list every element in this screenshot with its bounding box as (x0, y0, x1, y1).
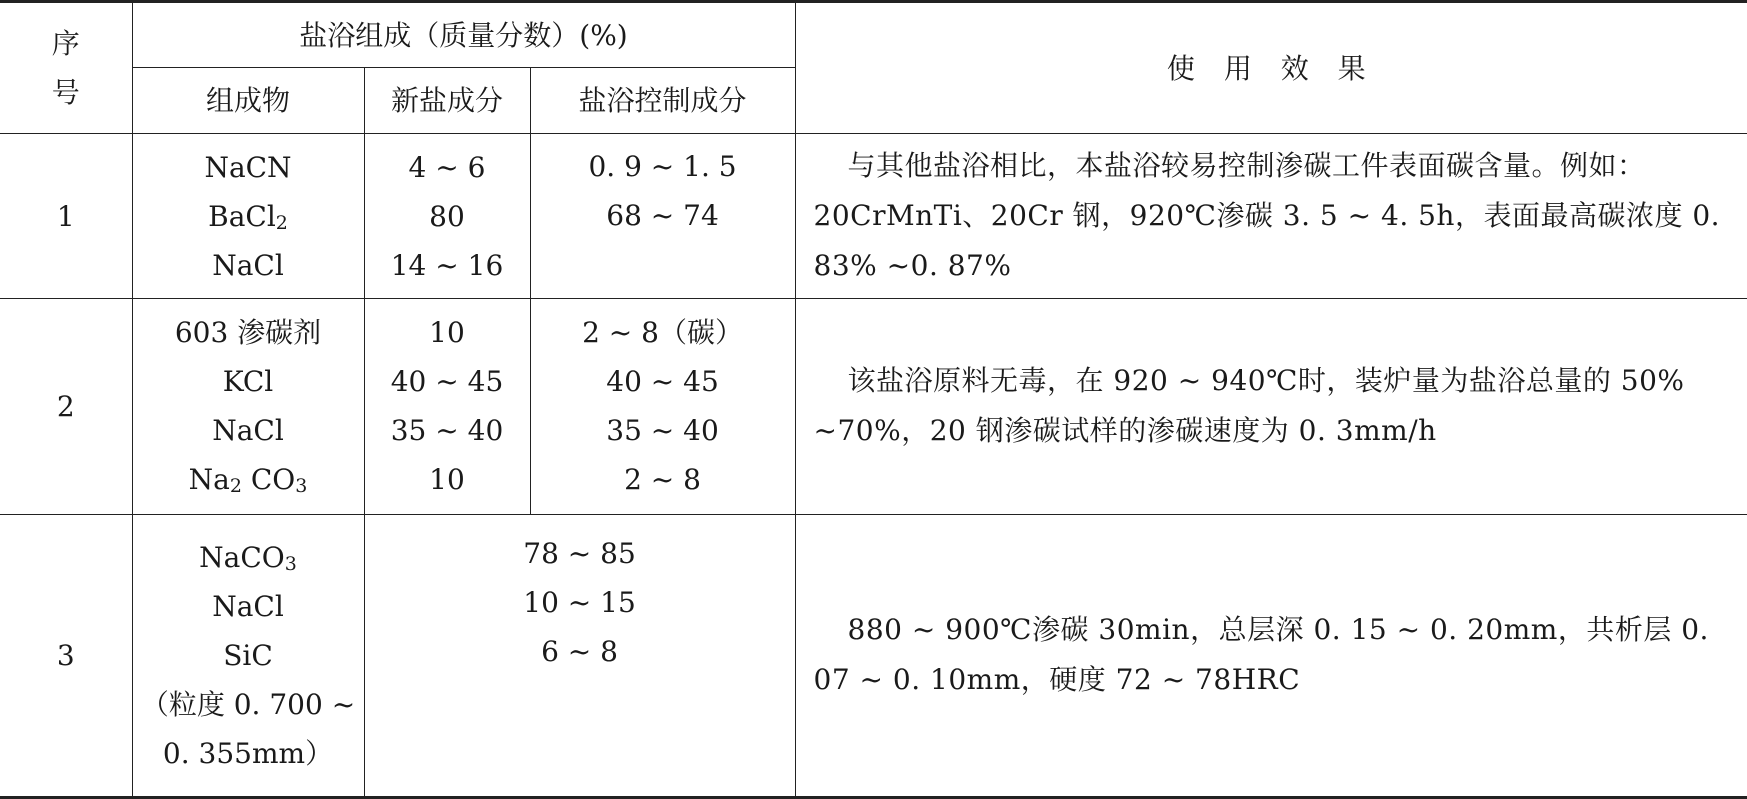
value-line: 78 ~ 85 (523, 536, 636, 570)
value-line: 40 ~ 45 (606, 365, 719, 399)
component-line: NaCl (212, 248, 284, 282)
component-line: 0. 355mm） (162, 736, 334, 770)
value-line: 2 ~ 8 (624, 463, 701, 497)
component-line: SiC (223, 638, 273, 672)
value-line: 35 ~ 40 (390, 414, 504, 448)
row-components (132, 134, 364, 299)
table-row (0, 134, 1747, 299)
component-line: （粒度 0. 700 ~ (140, 687, 356, 721)
row-effect (795, 134, 1747, 299)
effect-text: 与其他盐浴相比，本盐浴较易控制渗碳工件表面碳含量。例如：20CrMnTi、20Cr 钢，920℃渗碳 3. 5 ~ 4. 5h，表面最高碳浓度 0. 83% ~0. 87% (813, 149, 1721, 283)
row-components (132, 514, 364, 797)
value-line: 6 ~ 8 (541, 634, 618, 668)
value-line: 10 (429, 463, 465, 497)
row-new-salt (364, 134, 530, 299)
header-composition-group: 盐浴组成（质量分数）(%) (132, 2, 795, 68)
header-control: 盐浴控制成分 (530, 68, 795, 134)
header-row-1 (0, 2, 1747, 68)
effect-text: 880 ~ 900℃渗碳 30min，总层深 0. 15 ~ 0. 20mm，共析层 0. 07 ~ 0. 10mm，硬度 72 ~ 78HRC (813, 613, 1709, 697)
row-seq: 1 (0, 134, 132, 299)
component-line: NaCN (204, 150, 292, 184)
value-line: 68 ~ 74 (606, 199, 719, 233)
component-line: BaCl$_2$ (208, 199, 288, 234)
component-line: NaCl (212, 589, 284, 623)
effect-text: 该盐浴原料无毒，在 920 ~ 940℃时，装炉量为盐浴总量的 50% ~70%，20 钢渗碳试样的渗碳速度为 0. 3mm/h (813, 364, 1685, 448)
value-line: 2 ~ 8（碳） (582, 316, 743, 350)
header-effect: 使 用 效 果 (795, 2, 1747, 134)
value-line: 10 (429, 316, 465, 350)
component-line: KCl (222, 365, 274, 399)
row-merged-values (364, 514, 795, 797)
value-line: 40 ~ 45 (390, 365, 504, 399)
value-line: 10 ~ 15 (523, 585, 636, 619)
component-line: NaCl (212, 414, 284, 448)
header-component: 组成物 (132, 68, 364, 134)
table-row (0, 299, 1747, 515)
value-line: 4 ~ 6 (408, 150, 486, 184)
table-row (0, 514, 1747, 797)
component-line: $Na_2$ $CO_3$ (188, 463, 308, 498)
value-line: 80 (429, 199, 465, 233)
value-line: 14 ~ 16 (390, 248, 504, 282)
row-seq: 2 (0, 299, 132, 515)
value-line: 35 ~ 40 (606, 414, 719, 448)
component-line: 603 渗碳剂 (174, 316, 322, 350)
row-effect (795, 514, 1747, 797)
row-effect (795, 299, 1747, 515)
row-control (530, 134, 795, 299)
header-new-salt: 新盐成分 (364, 68, 530, 134)
value-line: 0. 9 ~ 1. 5 (588, 150, 737, 184)
component-line: NaCO$_3$ (199, 540, 297, 575)
header-seq: 序 号 (0, 2, 132, 134)
row-components (132, 299, 364, 515)
row-seq: 3 (0, 514, 132, 797)
row-new-salt (364, 299, 530, 515)
row-control (530, 299, 795, 515)
